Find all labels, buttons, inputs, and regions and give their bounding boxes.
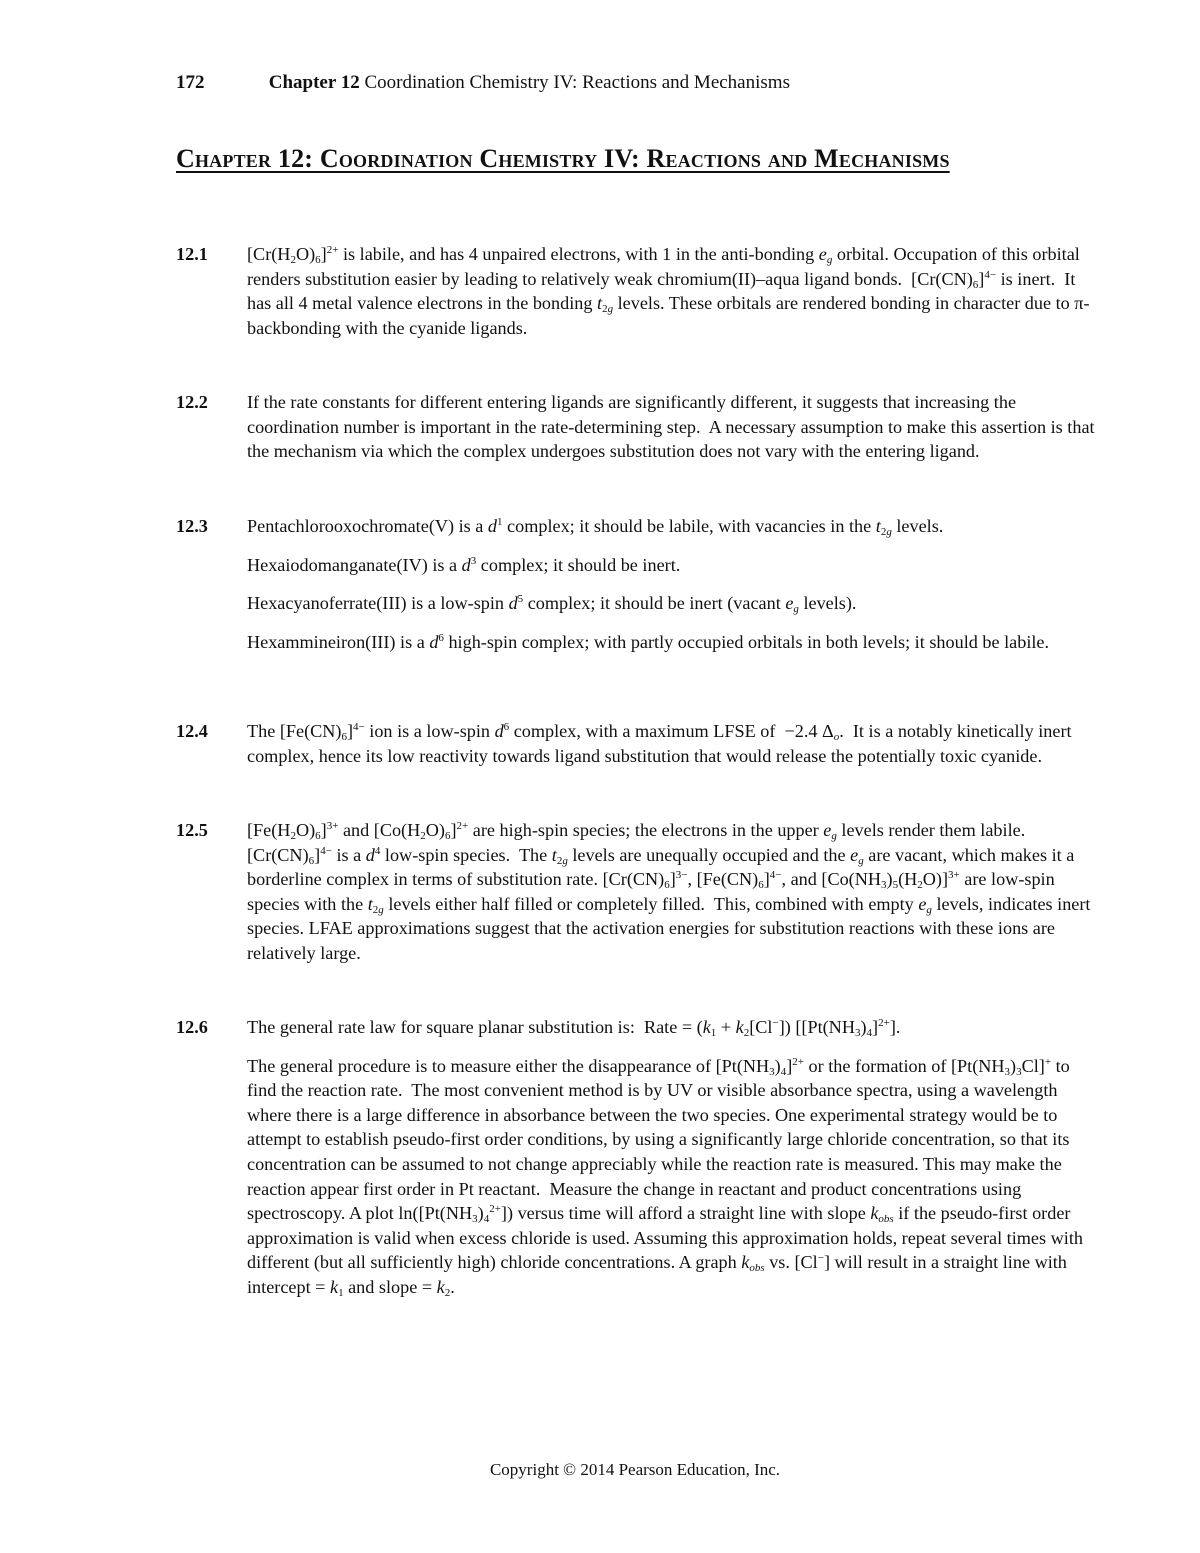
problem-12-5 [176,818,1096,966]
problem-number: 12.6 [176,1017,208,1037]
problem-12-6 [176,1015,1096,1300]
problem-text: The general rate law for square planar substitution is: Rate = $(k_1 + k_2[Cl^-])$ $[[Pt(NH_3)_4]^{2+}]$. The general procedure is to measure either the disappearance of $[Pt(NH_3)_4]^{2+}$ or the formation of $[Pt(NH_3)_3Cl]^+$ to find the reaction rate. The most convenient method is by UV or visible absorbance spectra, using a wavelength where there is a large difference in absorbance between the two species. One experimental strategy would be to attempt to establish pseudo-first order conditions, by using a significantly large chloride concentration, so that its concentration can be assumed to not change appreciably while the reaction rate is measured. This may make the reaction appear first order in Pt reactant. Measure the change in reactant and product concentrations using spectroscopy. A plot $\ln([Pt(NH_3)_4^{2+}])$ versus time will afford a straight line with slope $k_{obs}$ if the pseudo-first order approximation is valid when excess chloride is used. Assuming this approximation holds, repeat several times with different (but all sufficiently high) chloride concentrations. A graph $k_{obs}$ vs. [Cl−] will result in a straight line with intercept = $k_1$ and slope = $k_2$. [247,1017,1083,1299]
problem-12-1 [176,242,1096,340]
copyright-footer: Copyright © 2014 Pearson Education, Inc. [489,1460,781,1479]
problem-number: 12.5 [176,820,208,840]
problem-number: 12.1 [176,244,208,264]
page-number: 172 [176,72,205,93]
chapter-subtitle: Coordination Chemistry IV: Reactions and Mechanisms [364,72,790,93]
problem-text: $[Fe(H_2O)_6]^{3+}$ and $[Co(H_2O)_6]^{2+}$ are high-spin species; the electrons in the upper $e_g$ levels render them labile. $[Cr(CN)_6]^{4-}$ is a $d^4$ low-spin species. The $t_{2g}$ levels are unequally occupied and the $e_g$ are vacant, which makes it a borderline complex in terms of substitution rate. $[Cr(CN)_6]^{3-}$, $[Fe(CN)_6]^{4-}$, and $[Co(NH_3)_5(H_2O)]^{3+}$ are low-spin species with the $t_{2g}$ levels either half filled or completely filled. This, combined with empty $e_g$ levels, indicates inert species. LFAE approximations suggest that the activation energies for substitution reactions with these ions are relatively large. [247,820,1091,963]
problem-12-4 [176,719,1096,768]
problem-12-2 [176,390,1096,464]
chapter-title: Chapter 12: Coordination Chemistry IV: Reactions and Mechanisms [176,144,950,173]
problem-text: $[Cr(H_2O)_6]^{2+}$ is labile, and has 4 unpaired electrons, with 1 in the anti-bonding $e_g$ orbital. Occupation of this orbital renders substitution easier by leading to relatively weak chromium(II)–aqua ligand bonds. $[Cr(CN)_6]^{4-}$ is inert. It has all 4 metal valence electrons in the bonding $t_{2g}$ levels. These orbitals are rendered bonding in character due to π-backbonding with the cyanide ligands. [247,244,1090,338]
problem-number: 12.4 [176,721,208,741]
problem-text: Pentachlorooxochromate(V) is a $d^1$ complex; it should be labile, with vacancies in the $t_{2g}$ levels. Hexaiodomanganate(IV) is a $d^3$ complex; it should be inert. Hexacyanoferrate(III) is a low-spin $d^5$ complex; it should be inert (vacant $e_g$ levels). Hexammineiron(III) is a $d^6$ high-spin complex; with partly occupied orbitals in both levels; it should be labile. [247,516,1050,652]
problem-12-3 [176,514,1096,654]
problem-text: If the rate constants for different entering ligands are significantly different, it suggests that increasing the coordination number is important in the rate-determining step. A necessary assumption to make this assertion is that the mechanism via which the complex undergoes substitution does not vary with the entering ligand. [247,392,1095,462]
chapter-label: Chapter 12 [268,72,360,93]
problem-number: 12.2 [176,392,208,412]
problem-number: 12.3 [176,516,208,536]
running-header [176,72,790,94]
problem-text: The $[Fe(CN)_6]^{4-}$ ion is a low-spin $d^6$ complex, with a maximum LFSE of −2.4 $\Delta_o$. It is a notably kinetically inert complex, hence its low reactivity towards ligand substitution that would release the potentially toxic cyanide. [247,721,1072,766]
